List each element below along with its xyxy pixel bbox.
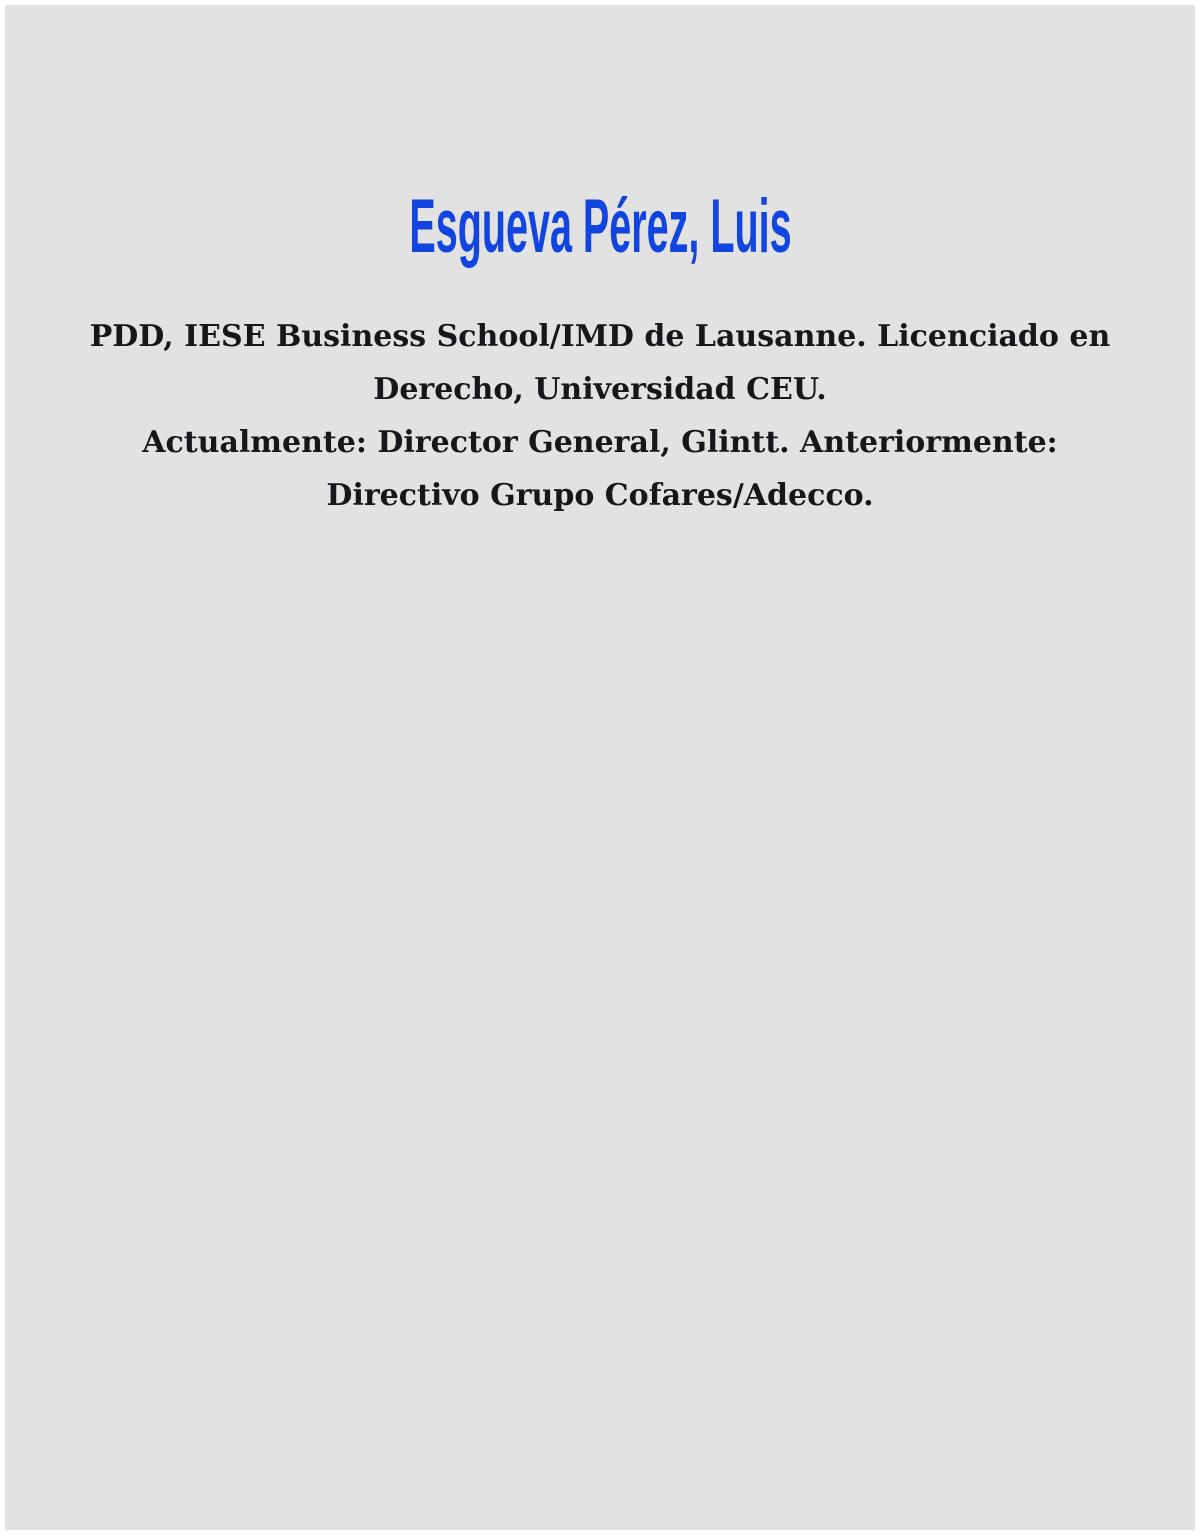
bio-line: Actualmente: Director General, Glintt. Anteriormente:: [142, 425, 1058, 460]
bio-paragraph: [5, 310, 1195, 522]
profile-name: Esgueva Pérez, Luis: [408, 184, 792, 269]
bio-line: Directivo Grupo Cofares/Adecco.: [326, 478, 874, 513]
bio-line: PDD, IESE Business School/IMD de Lausanne. Licenciado en: [89, 319, 1111, 354]
bio-line: Derecho, Universidad CEU.: [373, 372, 827, 407]
profile-page: [5, 5, 1195, 1530]
page-title: [5, 185, 1195, 269]
